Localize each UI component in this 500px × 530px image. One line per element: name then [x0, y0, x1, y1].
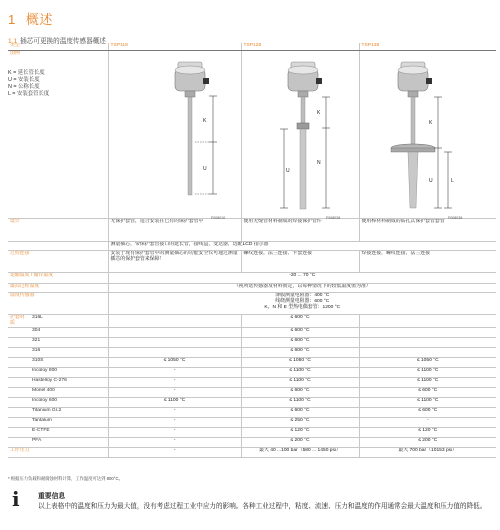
material-name: Tantalum — [30, 417, 108, 427]
figure-code-tsp128: F008028 — [326, 216, 341, 220]
material-group-label — [8, 377, 30, 387]
material-name: Hastelloy C-276 — [30, 377, 108, 387]
sensor-line: K、N 和 E 型热电偶套管：1200 °C — [264, 304, 341, 310]
material-group-label — [8, 367, 30, 377]
figure-code-tsp138: F008038 — [448, 216, 463, 220]
material-limit-tsp118 — [108, 337, 241, 347]
material-name: E-CTFE — [30, 427, 108, 437]
sensor-line: 线绕测量电阻器：600 °C — [275, 298, 330, 304]
design-tsp118-text: 无保护套管，适合安装在已有的保护套管中 — [110, 218, 204, 224]
material-limit-tsp118: ≤ 1050 °C — [108, 357, 241, 367]
material-name: Titanium Gr.2 — [30, 407, 108, 417]
material-name: Monel 400 — [30, 387, 108, 397]
pressure-tsp138: 最大 700 bar（10153 psi） — [359, 447, 496, 457]
material-limit-tsp128: ≤ 250 °C — [241, 417, 359, 427]
material-group-label: 护套材质 — [8, 314, 30, 327]
material-rows — [8, 314, 496, 447]
material-limit-tsp128: ≤ 1100 °C — [241, 367, 359, 377]
material-limit-tsp138: ≤ 1100 °C — [359, 367, 496, 377]
material-group-label — [8, 407, 30, 417]
process-connection-tsp118: 安装于现有保护套管中的测量插芯的功能安全仪可通过测量插芯的保护套管来保障！ — [108, 250, 241, 272]
legend-item: L = 安装套管长度 — [8, 91, 50, 98]
design-shared: 测量插芯，带保护套管接口的延长管，接线盒，变送器，选配LCD 指示器 — [108, 241, 496, 250]
design-shared-spacer — [8, 241, 108, 250]
legend-item: N = 公称长度 — [8, 84, 40, 91]
pressure-tsp128: 最大 40 ...100 bar（580 ... 1450 psi） — [241, 447, 359, 457]
material-name: 316 — [30, 347, 108, 357]
max-process-temp-row — [8, 283, 496, 292]
material-row — [8, 357, 496, 367]
material-limit-tsp118 — [108, 327, 241, 337]
design-tsp128-text: 使用无缝管材料制成的焊接保护管件 — [243, 218, 322, 224]
material-name: PFA — [30, 437, 108, 447]
material-limit-tsp118 — [108, 314, 241, 327]
material-row — [8, 397, 496, 407]
material-limit-tsp118: - — [108, 387, 241, 397]
figure-legend — [8, 70, 49, 98]
material-group-label — [8, 427, 30, 437]
process-connection-tsp138: 焊接连接，螺纹连接，法兰连接 — [359, 250, 496, 272]
ambient-temp-value: -20 ... 70 °C — [108, 272, 496, 283]
material-row — [8, 327, 496, 337]
material-row — [8, 387, 496, 397]
sensor-label: 温度传感器 — [8, 292, 108, 314]
material-group-label — [8, 337, 30, 347]
material-name: 310S — [30, 357, 108, 367]
material-row — [8, 407, 496, 417]
material-row — [8, 377, 496, 387]
material-limit-tsp118: - — [108, 437, 241, 447]
material-group-label — [8, 327, 30, 337]
material-limit-tsp138: ≤ 600 °C — [359, 387, 496, 397]
material-row — [8, 367, 496, 377]
legend-item: U = 安装长度 — [8, 77, 40, 84]
material-name: Incoloy 800 — [30, 367, 108, 377]
ambient-temp-row — [8, 272, 496, 283]
dim-k-label: K — [429, 120, 433, 126]
design-tsp138-text: 使用棒材料制成的钻孔式保护套管套管 — [361, 218, 445, 224]
material-row — [8, 337, 496, 347]
material-limit-tsp128: ≤ 600 °C — [241, 347, 359, 357]
figure-code-tsp118: F008010 — [211, 216, 226, 220]
material-limit-tsp128: ≤ 120 °C — [241, 427, 359, 437]
section-number: 1 — [8, 12, 16, 27]
section-heading — [8, 9, 53, 28]
model-header-tsp118: TSP118 — [108, 43, 241, 50]
material-limit-tsp138: ≤ 600 °C — [359, 407, 496, 417]
notice-title: 重要信息 — [38, 493, 66, 500]
legend-item: K = 延长管长度 — [8, 70, 45, 76]
material-row — [8, 427, 496, 437]
design-label: 设计 — [8, 218, 108, 241]
material-group-label — [8, 387, 30, 397]
process-connection-tsp128: 螺纹连接，法兰连接，卡套连接 — [241, 250, 359, 272]
material-limit-tsp128: ≤ 600 °C — [241, 327, 359, 337]
dim-u-label: U — [429, 178, 433, 184]
subsection-title: 插芯可更换的温度传感器概述 — [20, 38, 106, 45]
type-header: 类型 — [8, 43, 108, 50]
process-connection-label: 过程连接 — [8, 250, 108, 272]
dim-k-label: K — [317, 110, 321, 116]
material-group-label — [8, 417, 30, 427]
material-name: 304 — [30, 327, 108, 337]
ambient-temp-label: 运输温度 / 储存温度 — [8, 272, 108, 283]
material-limit-tsp138: - — [359, 417, 496, 427]
pressure-tsp118: - — [108, 447, 241, 457]
material-name: 316L — [30, 314, 108, 327]
footnote: * 根据压力负载和耐腐蚀材料计算，工作温度可达到 800°C。 — [8, 476, 123, 481]
material-limit-tsp138 — [359, 337, 496, 347]
info-icon: i — [12, 487, 20, 511]
material-row — [8, 314, 496, 327]
material-name: Incoloy 600 — [30, 397, 108, 407]
material-limit-tsp138: ≤ 1100 °C — [359, 397, 496, 407]
material-limit-tsp138: ≤ 200 °C — [359, 437, 496, 447]
material-row — [8, 437, 496, 447]
tsp128-sensor-drawing — [260, 56, 350, 224]
section-title: 概述 — [25, 12, 53, 27]
material-limit-tsp118: - — [108, 367, 241, 377]
model-header-tsp138: TSP138 — [359, 43, 496, 50]
material-limit-tsp138: ≤ 1050 °C — [359, 357, 496, 367]
material-limit-tsp118: ≤ 1100 °C — [108, 397, 241, 407]
notice-text: 以上表格中的温度和压力为最大值，没有考虑过程工业中应力的影响。各种工业过程中，粘度、流速、压力和温度的作用通常会最大温度和压力值的降低。 — [38, 503, 487, 510]
material-limit-tsp128: ≤ 600 °C — [241, 337, 359, 347]
material-limit-tsp118: - — [108, 407, 241, 417]
material-limit-tsp128: ≤ 1050 °C — [241, 357, 359, 367]
process-connection-row — [8, 250, 496, 272]
material-group-label — [8, 397, 30, 407]
material-limit-tsp118: - — [108, 417, 241, 427]
pressure-label: 工作压力 — [8, 447, 108, 457]
subsection-number: 1.1 — [8, 38, 18, 45]
material-limit-tsp118 — [108, 347, 241, 357]
material-limit-tsp128: ≤ 600 °C — [241, 407, 359, 417]
sensor-line: 薄膜测量电阻器：400 °C — [275, 292, 330, 298]
material-limit-tsp138 — [359, 314, 496, 327]
model-header-tsp128: TSP128 — [241, 43, 359, 50]
dim-n-label: N — [317, 160, 321, 166]
dim-u-label: U — [286, 168, 290, 174]
material-name: 321 — [30, 337, 108, 347]
sensor-values — [108, 292, 496, 314]
dim-u-label: U — [203, 166, 207, 172]
material-limit-tsp128: ≤ 1100 °C — [241, 397, 359, 407]
material-limit-tsp138: ≤ 120 °C — [359, 427, 496, 437]
max-process-temp-label: 最高过程温度 — [8, 283, 108, 292]
tsp138-sensor-drawing — [372, 56, 482, 224]
dim-l-label: L — [451, 178, 454, 184]
material-limit-tsp118: - — [108, 377, 241, 387]
material-group-label — [8, 437, 30, 447]
material-group-label — [8, 357, 30, 367]
figure-label: 图例 — [10, 50, 20, 56]
material-limit-tsp138: ≤ 1100 °C — [359, 377, 496, 387]
material-limit-tsp138 — [359, 327, 496, 337]
material-limit-tsp118: - — [108, 427, 241, 437]
material-group-label — [8, 347, 30, 357]
design-shared-row — [8, 241, 496, 250]
material-limit-tsp128: ≤ 200 °C — [241, 437, 359, 447]
tsp118-sensor-drawing — [145, 56, 235, 224]
material-row — [8, 417, 496, 427]
table-header-row — [8, 43, 496, 50]
max-process-temp-value: （视所选传感器及材料而定，以每种情况下的较低温度值为准） — [108, 283, 496, 292]
material-limit-tsp128: ≤ 1100 °C — [241, 377, 359, 387]
pressure-row — [8, 447, 496, 457]
material-limit-tsp128: ≤ 600 °C — [241, 314, 359, 327]
material-row — [8, 347, 496, 357]
sensor-row — [8, 292, 496, 314]
material-limit-tsp138 — [359, 347, 496, 357]
dim-k-label: K — [203, 118, 207, 124]
material-limit-tsp128: ≤ 600 °C — [241, 387, 359, 397]
